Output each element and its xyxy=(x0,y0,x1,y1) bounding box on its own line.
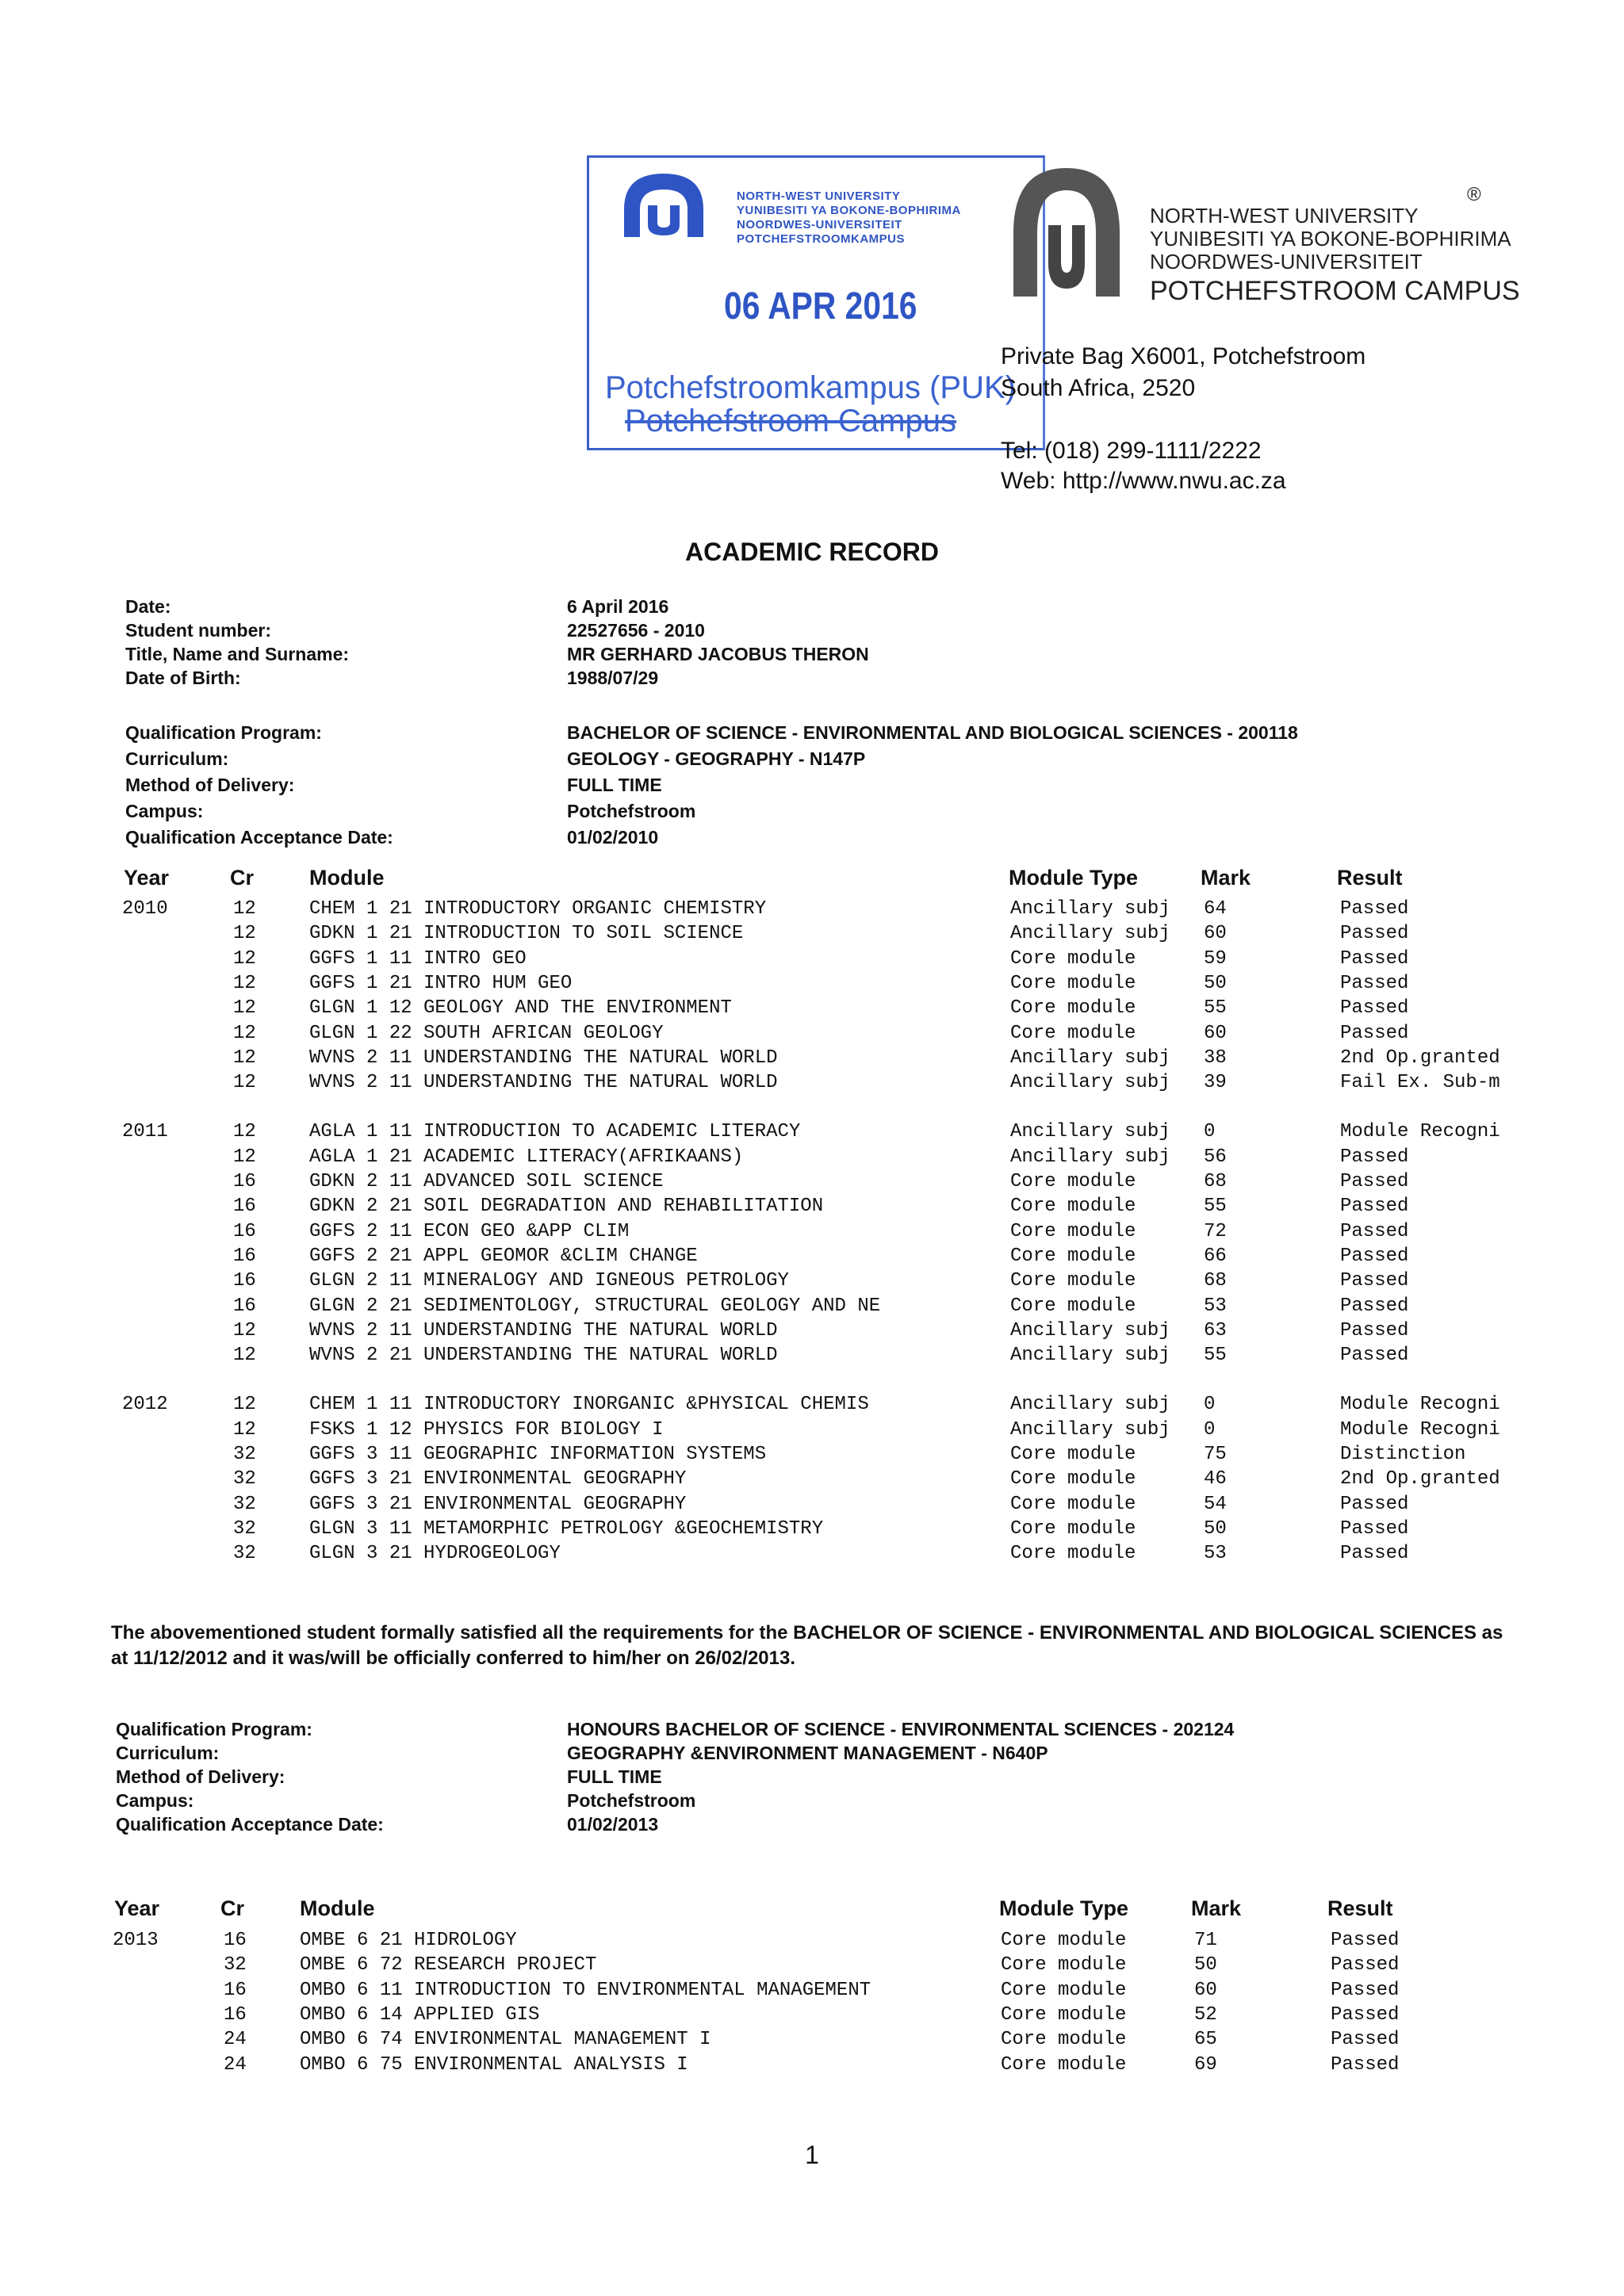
cell-cr: 12 xyxy=(233,1394,256,1416)
table-row xyxy=(0,1492,1624,1517)
table-row xyxy=(0,1517,1624,1541)
cell-mark: 75 xyxy=(1204,1444,1227,1465)
cell-result: Passed xyxy=(1340,1245,1409,1267)
cell-cr: 32 xyxy=(233,1543,256,1565)
cell-result: Distinction xyxy=(1340,1444,1466,1465)
table-row xyxy=(0,2053,1624,2077)
cell-module: GGFS 3 11 GEOGRAPHIC INFORMATION SYSTEMS xyxy=(309,1444,767,1465)
cell-cr: 12 xyxy=(233,1047,256,1069)
cell-mark: 39 xyxy=(1204,1072,1227,1094)
cell-module: GLGN 1 12 GEOLOGY AND THE ENVIRONMENT xyxy=(309,997,732,1020)
table-row xyxy=(0,2003,1624,2027)
cell-type: Core module xyxy=(1001,1954,1127,1976)
cell-result: Passed xyxy=(1340,1022,1409,1044)
cell-result: Passed xyxy=(1340,1220,1409,1242)
info-value: FULL TIME xyxy=(567,1766,662,1787)
cell-result: Module Recogni xyxy=(1340,1418,1500,1441)
cell-cr: 12 xyxy=(233,1146,256,1168)
university-names xyxy=(1150,205,1511,274)
info-value: 1988/07/29 xyxy=(567,668,659,688)
column-header-type: Module Type xyxy=(999,1896,1129,1920)
cell-mark: 53 xyxy=(1204,1543,1227,1565)
cell-module: AGLA 1 21 ACADEMIC LITERACY(AFRIKAANS) xyxy=(309,1146,744,1168)
cell-type: Ancillary subj xyxy=(1010,1418,1170,1441)
stamp-line: NORTH-WEST UNIVERSITY xyxy=(737,189,901,203)
cell-year: 2013 xyxy=(113,1930,159,1951)
column-header-cr: Cr xyxy=(220,1896,245,1920)
table-row xyxy=(0,1269,1624,1293)
table-header xyxy=(0,1896,1624,1923)
table-row xyxy=(0,947,1624,971)
cell-module: FSKS 1 12 PHYSICS FOR BIOLOGY I xyxy=(309,1418,664,1441)
cell-cr: 12 xyxy=(233,1072,256,1094)
cell-type: Ancillary subj xyxy=(1010,923,1170,945)
table-header xyxy=(0,866,1624,893)
cell-module: GGFS 2 11 ECON GEO &APP CLIM xyxy=(309,1220,630,1242)
cell-type: Core module xyxy=(1010,1295,1136,1317)
cell-mark: 71 xyxy=(1194,1930,1217,1951)
cell-result: Fail Ex. Sub-m xyxy=(1340,1072,1500,1094)
cell-mark: 50 xyxy=(1204,1517,1227,1540)
cell-cr: 16 xyxy=(233,1220,256,1242)
cell-cr: 16 xyxy=(233,1295,256,1317)
stamp-line: NOORDWES-UNIVERSITEIT xyxy=(737,218,902,232)
cell-cr: 16 xyxy=(224,1930,247,1951)
cell-mark: 60 xyxy=(1204,923,1227,945)
cell-result: Passed xyxy=(1340,997,1409,1020)
cell-module: CHEM 1 21 INTRODUCTORY ORGANIC CHEMISTRY xyxy=(309,898,767,920)
table-row xyxy=(0,2027,1624,2052)
cell-cr: 12 xyxy=(233,972,256,994)
cell-result: Passed xyxy=(1340,1517,1409,1540)
cell-mark: 55 xyxy=(1204,997,1227,1020)
cell-mark: 59 xyxy=(1204,947,1227,970)
qualification-labels xyxy=(116,1717,384,1836)
cell-result: Passed xyxy=(1331,2053,1400,2076)
cell-result: Module Recogni xyxy=(1340,1121,1500,1143)
cell-mark: 60 xyxy=(1204,1022,1227,1044)
cell-type: Ancillary subj xyxy=(1010,1072,1170,1094)
cell-module: CHEM 1 11 INTRODUCTORY INORGANIC &PHYSICAL CHEMIS xyxy=(309,1394,869,1416)
cell-module: GGFS 1 11 INTRO GEO xyxy=(309,947,527,970)
cell-mark: 60 xyxy=(1194,1979,1217,2001)
stamp-text xyxy=(737,189,961,247)
cell-year: 2012 xyxy=(122,1394,168,1416)
cell-module: GGFS 2 21 APPL GEOMOR &CLIM CHANGE xyxy=(309,1245,698,1267)
table-row xyxy=(0,1418,1624,1442)
column-header-module: Module xyxy=(300,1896,375,1920)
cell-type: Core module xyxy=(1010,947,1136,970)
table-row xyxy=(0,1541,1624,1566)
cell-type: Ancillary subj xyxy=(1010,1319,1170,1341)
cell-result: 2nd Op.granted xyxy=(1340,1047,1500,1069)
info-label: Campus: xyxy=(125,801,204,821)
cell-result: Passed xyxy=(1340,972,1409,994)
document-title: ACADEMIC RECORD xyxy=(685,538,939,566)
column-header-module: Module xyxy=(309,866,385,890)
student-info-values xyxy=(567,595,869,690)
university-logo-icon xyxy=(1007,162,1126,304)
stamp-line: YUNIBESITI YA BOKONE-BOPHIRIMA xyxy=(737,204,961,217)
cell-module: WVNS 2 11 UNDERSTANDING THE NATURAL WORLD xyxy=(309,1319,778,1341)
cell-type: Core module xyxy=(1001,1979,1127,2001)
cell-result: Passed xyxy=(1340,947,1409,970)
cell-type: Core module xyxy=(1001,1930,1127,1951)
cell-module: GLGN 1 22 SOUTH AFRICAN GEOLOGY xyxy=(309,1022,664,1044)
cell-cr: 32 xyxy=(233,1493,256,1515)
cell-result: 2nd Op.granted xyxy=(1340,1468,1500,1490)
qualification-labels xyxy=(125,720,393,851)
cell-cr: 12 xyxy=(233,898,256,920)
table-row xyxy=(0,996,1624,1020)
column-header-type: Module Type xyxy=(1009,866,1139,890)
cell-result: Passed xyxy=(1340,1196,1409,1218)
cell-mark: 0 xyxy=(1204,1418,1216,1441)
cell-cr: 16 xyxy=(224,2003,247,2026)
cell-mark: 38 xyxy=(1204,1047,1227,1069)
info-label: Campus: xyxy=(116,1790,194,1811)
column-header-mark: Mark xyxy=(1191,1896,1242,1920)
cell-result: Passed xyxy=(1331,1979,1400,2001)
cell-result: Passed xyxy=(1340,1345,1409,1367)
cell-result: Passed xyxy=(1331,1954,1400,1976)
cell-mark: 66 xyxy=(1204,1245,1227,1267)
cell-type: Core module xyxy=(1001,2003,1127,2026)
cell-mark: 52 xyxy=(1194,2003,1217,2026)
cell-mark: 68 xyxy=(1204,1270,1227,1292)
cell-module: WVNS 2 21 UNDERSTANDING THE NATURAL WORLD xyxy=(309,1345,778,1367)
cell-type: Core module xyxy=(1010,1444,1136,1465)
cell-type: Core module xyxy=(1010,997,1136,1020)
cell-type: Core module xyxy=(1010,1493,1136,1515)
cell-result: Passed xyxy=(1340,1493,1409,1515)
column-header-year: Year xyxy=(124,866,170,890)
cell-result: Module Recogni xyxy=(1340,1394,1500,1416)
column-header-mark: Mark xyxy=(1201,866,1251,890)
info-label: Method of Delivery: xyxy=(116,1766,285,1787)
cell-type: Ancillary subj xyxy=(1010,1146,1170,1168)
qualification-values xyxy=(567,720,1298,851)
cell-result: Passed xyxy=(1340,1171,1409,1192)
stamp-campus-line: Potchefstroomkampus (PUK) xyxy=(605,370,1016,405)
university-name: NORTH-WEST UNIVERSITY xyxy=(1150,204,1419,228)
table-row xyxy=(0,1392,1624,1417)
cell-type: Core module xyxy=(1010,1517,1136,1540)
contact-info xyxy=(1001,436,1286,496)
info-label: Qualification Acceptance Date: xyxy=(116,1814,384,1835)
cell-result: Passed xyxy=(1331,2003,1400,2026)
cell-mark: 46 xyxy=(1204,1468,1227,1490)
cell-module: OMBO 6 74 ENVIRONMENTAL MANAGEMENT I xyxy=(300,2029,711,2051)
campus-name: POTCHEFSTROOM CAMPUS xyxy=(1150,276,1520,306)
cell-mark: 0 xyxy=(1204,1121,1216,1143)
cell-result: Passed xyxy=(1331,1930,1400,1951)
cell-cr: 12 xyxy=(233,947,256,970)
info-value: FULL TIME xyxy=(567,775,662,795)
cell-mark: 69 xyxy=(1194,2053,1217,2076)
column-header-cr: Cr xyxy=(230,866,255,890)
cell-module: GDKN 1 21 INTRODUCTION TO SOIL SCIENCE xyxy=(309,923,744,945)
cell-mark: 72 xyxy=(1204,1220,1227,1242)
table-row xyxy=(0,1046,1624,1070)
cell-type: Ancillary subj xyxy=(1010,1345,1170,1367)
cell-type: Core module xyxy=(1010,1196,1136,1218)
cell-mark: 53 xyxy=(1204,1295,1227,1317)
column-header-result: Result xyxy=(1327,1896,1393,1920)
cell-mark: 55 xyxy=(1204,1196,1227,1218)
cell-cr: 16 xyxy=(233,1171,256,1192)
cell-type: Core module xyxy=(1010,1468,1136,1490)
cell-cr: 12 xyxy=(233,1022,256,1044)
registered-mark: ® xyxy=(1467,184,1481,205)
info-label: Curriculum: xyxy=(116,1743,220,1763)
university-name: YUNIBESITI YA BOKONE-BOPHIRIMA xyxy=(1150,227,1511,251)
info-value: 22527656 - 2010 xyxy=(567,620,705,641)
table-row xyxy=(0,1194,1624,1219)
info-value: 6 April 2016 xyxy=(567,596,669,617)
telephone: Tel: (018) 299-1111/2222 xyxy=(1001,438,1262,464)
info-value: 01/02/2010 xyxy=(567,827,659,848)
cell-cr: 12 xyxy=(233,1345,256,1367)
cell-cr: 12 xyxy=(233,997,256,1020)
cell-mark: 50 xyxy=(1204,972,1227,994)
info-value: BACHELOR OF SCIENCE - ENVIRONMENTAL AND BIOLOGICAL SCIENCES - 200118 xyxy=(567,722,1298,743)
cell-module: GLGN 3 21 HYDROGEOLOGY xyxy=(309,1543,561,1565)
cell-module: AGLA 1 11 INTRODUCTION TO ACADEMIC LITERACY xyxy=(309,1121,801,1143)
table-row xyxy=(0,1953,1624,1977)
cell-result: Passed xyxy=(1340,1319,1409,1341)
table-row xyxy=(0,1318,1624,1343)
cell-module: GGFS 3 21 ENVIRONMENTAL GEOGRAPHY xyxy=(309,1468,687,1490)
cell-cr: 12 xyxy=(233,1319,256,1341)
address-line: Private Bag X6001, Potchefstroom xyxy=(1001,343,1366,369)
cell-type: Core module xyxy=(1010,1245,1136,1267)
cell-mark: 55 xyxy=(1204,1345,1227,1367)
date-stamp xyxy=(587,155,1045,450)
stamp-campus-line: Potchefstroom Campus xyxy=(625,404,956,438)
cell-result: Passed xyxy=(1340,1146,1409,1168)
info-value: Potchefstroom xyxy=(567,801,696,821)
cell-module: GGFS 3 21 ENVIRONMENTAL GEOGRAPHY xyxy=(309,1493,687,1515)
cell-mark: 56 xyxy=(1204,1146,1227,1168)
cell-module: OMBE 6 21 HIDROLOGY xyxy=(300,1930,517,1951)
cell-module: GGFS 1 21 INTRO HUM GEO xyxy=(309,972,573,994)
info-value: HONOURS BACHELOR OF SCIENCE - ENVIRONMENTAL SCIENCES - 202124 xyxy=(567,1719,1235,1739)
stamp-logo-icon xyxy=(616,166,711,245)
cell-type: Core module xyxy=(1010,1270,1136,1292)
cell-mark: 50 xyxy=(1194,1954,1217,1976)
cell-cr: 12 xyxy=(233,1121,256,1143)
table-row xyxy=(0,1070,1624,1095)
cell-cr: 12 xyxy=(233,923,256,945)
info-label: Curriculum: xyxy=(125,748,229,769)
stamp-line: POTCHEFSTROOMKAMPUS xyxy=(737,232,905,246)
cell-mark: 68 xyxy=(1204,1171,1227,1192)
info-label: Date: xyxy=(125,596,171,617)
table-row xyxy=(0,1244,1624,1269)
table-row xyxy=(0,1021,1624,1046)
cell-type: Core module xyxy=(1010,972,1136,994)
cell-type: Ancillary subj xyxy=(1010,1121,1170,1143)
cell-mark: 0 xyxy=(1204,1394,1216,1416)
cell-module: OMBO 6 75 ENVIRONMENTAL ANALYSIS I xyxy=(300,2053,688,2076)
cell-mark: 54 xyxy=(1204,1493,1227,1515)
info-label: Qualification Program: xyxy=(116,1719,312,1739)
info-label: Method of Delivery: xyxy=(125,775,295,795)
info-label: Date of Birth: xyxy=(125,668,241,688)
cell-cr: 32 xyxy=(224,1954,247,1976)
cell-type: Core module xyxy=(1010,1022,1136,1044)
cell-cr: 16 xyxy=(224,1979,247,2001)
page-number: 1 xyxy=(805,2141,819,2169)
cell-cr: 32 xyxy=(233,1468,256,1490)
cell-type: Ancillary subj xyxy=(1010,1047,1170,1069)
info-value: MR GERHARD JACOBUS THERON xyxy=(567,644,869,664)
postal-address xyxy=(1001,341,1365,404)
cell-mark: 63 xyxy=(1204,1319,1227,1341)
info-value: Potchefstroom xyxy=(567,1790,696,1811)
cell-cr: 16 xyxy=(233,1196,256,1218)
cell-result: Passed xyxy=(1340,898,1409,920)
cell-type: Ancillary subj xyxy=(1010,898,1170,920)
cell-type: Ancillary subj xyxy=(1010,1394,1170,1416)
table-row xyxy=(0,897,1624,921)
cell-cr: 32 xyxy=(233,1444,256,1465)
info-label: Qualification Acceptance Date: xyxy=(125,827,393,848)
table-row xyxy=(0,1145,1624,1169)
info-value: 01/02/2013 xyxy=(567,1814,659,1835)
address-line: South Africa, 2520 xyxy=(1001,375,1196,401)
cell-module: OMBO 6 11 INTRODUCTION TO ENVIRONMENTAL MANAGEMENT xyxy=(300,1979,871,2001)
cell-cr: 12 xyxy=(233,1418,256,1441)
cell-type: Core module xyxy=(1010,1220,1136,1242)
table-row xyxy=(0,1343,1624,1368)
cell-type: Core module xyxy=(1010,1543,1136,1565)
table-row xyxy=(0,1169,1624,1194)
cell-result: Passed xyxy=(1340,1270,1409,1292)
cell-cr: 24 xyxy=(224,2053,247,2076)
conferral-statement: The abovementioned student formally satisfied all the requirements for the BACHELOR OF SCIENCE - ENVIRONMENTAL AND BIOLOGICAL SCIENCES as at 11/12/2012 and it was/will be officially conferred to him/her on 26/02/2013. xyxy=(111,1622,1503,1669)
info-label: Title, Name and Surname: xyxy=(125,644,350,664)
info-value: GEOLOGY - GEOGRAPHY - N147P xyxy=(567,748,866,769)
cell-module: OMBO 6 14 APPLIED GIS xyxy=(300,2003,540,2026)
cell-type: Core module xyxy=(1001,2029,1127,2051)
cell-mark: 65 xyxy=(1194,2029,1217,2051)
cell-year: 2010 xyxy=(122,898,168,920)
cell-module: GDKN 2 21 SOIL DEGRADATION AND REHABILITATION xyxy=(309,1196,824,1218)
cell-cr: 16 xyxy=(233,1270,256,1292)
cell-module: GLGN 2 21 SEDIMENTOLOGY, STRUCTURAL GEOLOGY AND NE xyxy=(309,1295,881,1317)
cell-type: Core module xyxy=(1010,1171,1136,1192)
info-label: Qualification Program: xyxy=(125,722,322,743)
cell-result: Passed xyxy=(1331,2029,1400,2051)
website: Web: http://www.nwu.ac.za xyxy=(1001,468,1286,494)
table-row xyxy=(0,1467,1624,1491)
cell-cr: 16 xyxy=(233,1245,256,1267)
cell-result: Passed xyxy=(1340,923,1409,945)
cell-cr: 32 xyxy=(233,1517,256,1540)
cell-mark: 64 xyxy=(1204,898,1227,920)
cell-module: GDKN 2 11 ADVANCED SOIL SCIENCE xyxy=(309,1171,664,1192)
table-row xyxy=(0,921,1624,946)
column-header-year: Year xyxy=(114,1896,160,1920)
cell-module: GLGN 3 11 METAMORPHIC PETROLOGY &GEOCHEMISTRY xyxy=(309,1517,824,1540)
cell-module: GLGN 2 11 MINERALOGY AND IGNEOUS PETROLOGY xyxy=(309,1270,789,1292)
cell-module: WVNS 2 11 UNDERSTANDING THE NATURAL WORLD xyxy=(309,1047,778,1069)
cell-module: WVNS 2 11 UNDERSTANDING THE NATURAL WORLD xyxy=(309,1072,778,1094)
cell-module: OMBE 6 72 RESEARCH PROJECT xyxy=(300,1954,597,1976)
cell-result: Passed xyxy=(1340,1295,1409,1317)
table-row xyxy=(0,1928,1624,1953)
qualification-values xyxy=(567,1717,1234,1836)
column-header-result: Result xyxy=(1337,866,1403,890)
university-name: NOORDWES-UNIVERSITEIT xyxy=(1150,250,1423,274)
cell-type: Core module xyxy=(1001,2053,1127,2076)
cell-cr: 24 xyxy=(224,2029,247,2051)
info-label: Student number: xyxy=(125,620,271,641)
table-row xyxy=(0,1294,1624,1318)
cell-year: 2011 xyxy=(122,1121,168,1143)
info-value: GEOGRAPHY &ENVIRONMENT MANAGEMENT - N640P xyxy=(567,1743,1048,1763)
student-info-labels xyxy=(125,595,349,690)
cell-result: Passed xyxy=(1340,1543,1409,1565)
table-row xyxy=(0,1219,1624,1244)
table-row xyxy=(0,1442,1624,1467)
table-row xyxy=(0,1978,1624,2003)
stamp-date: 06 APR 2016 xyxy=(724,285,917,327)
table-row xyxy=(0,1119,1624,1144)
table-row xyxy=(0,971,1624,996)
